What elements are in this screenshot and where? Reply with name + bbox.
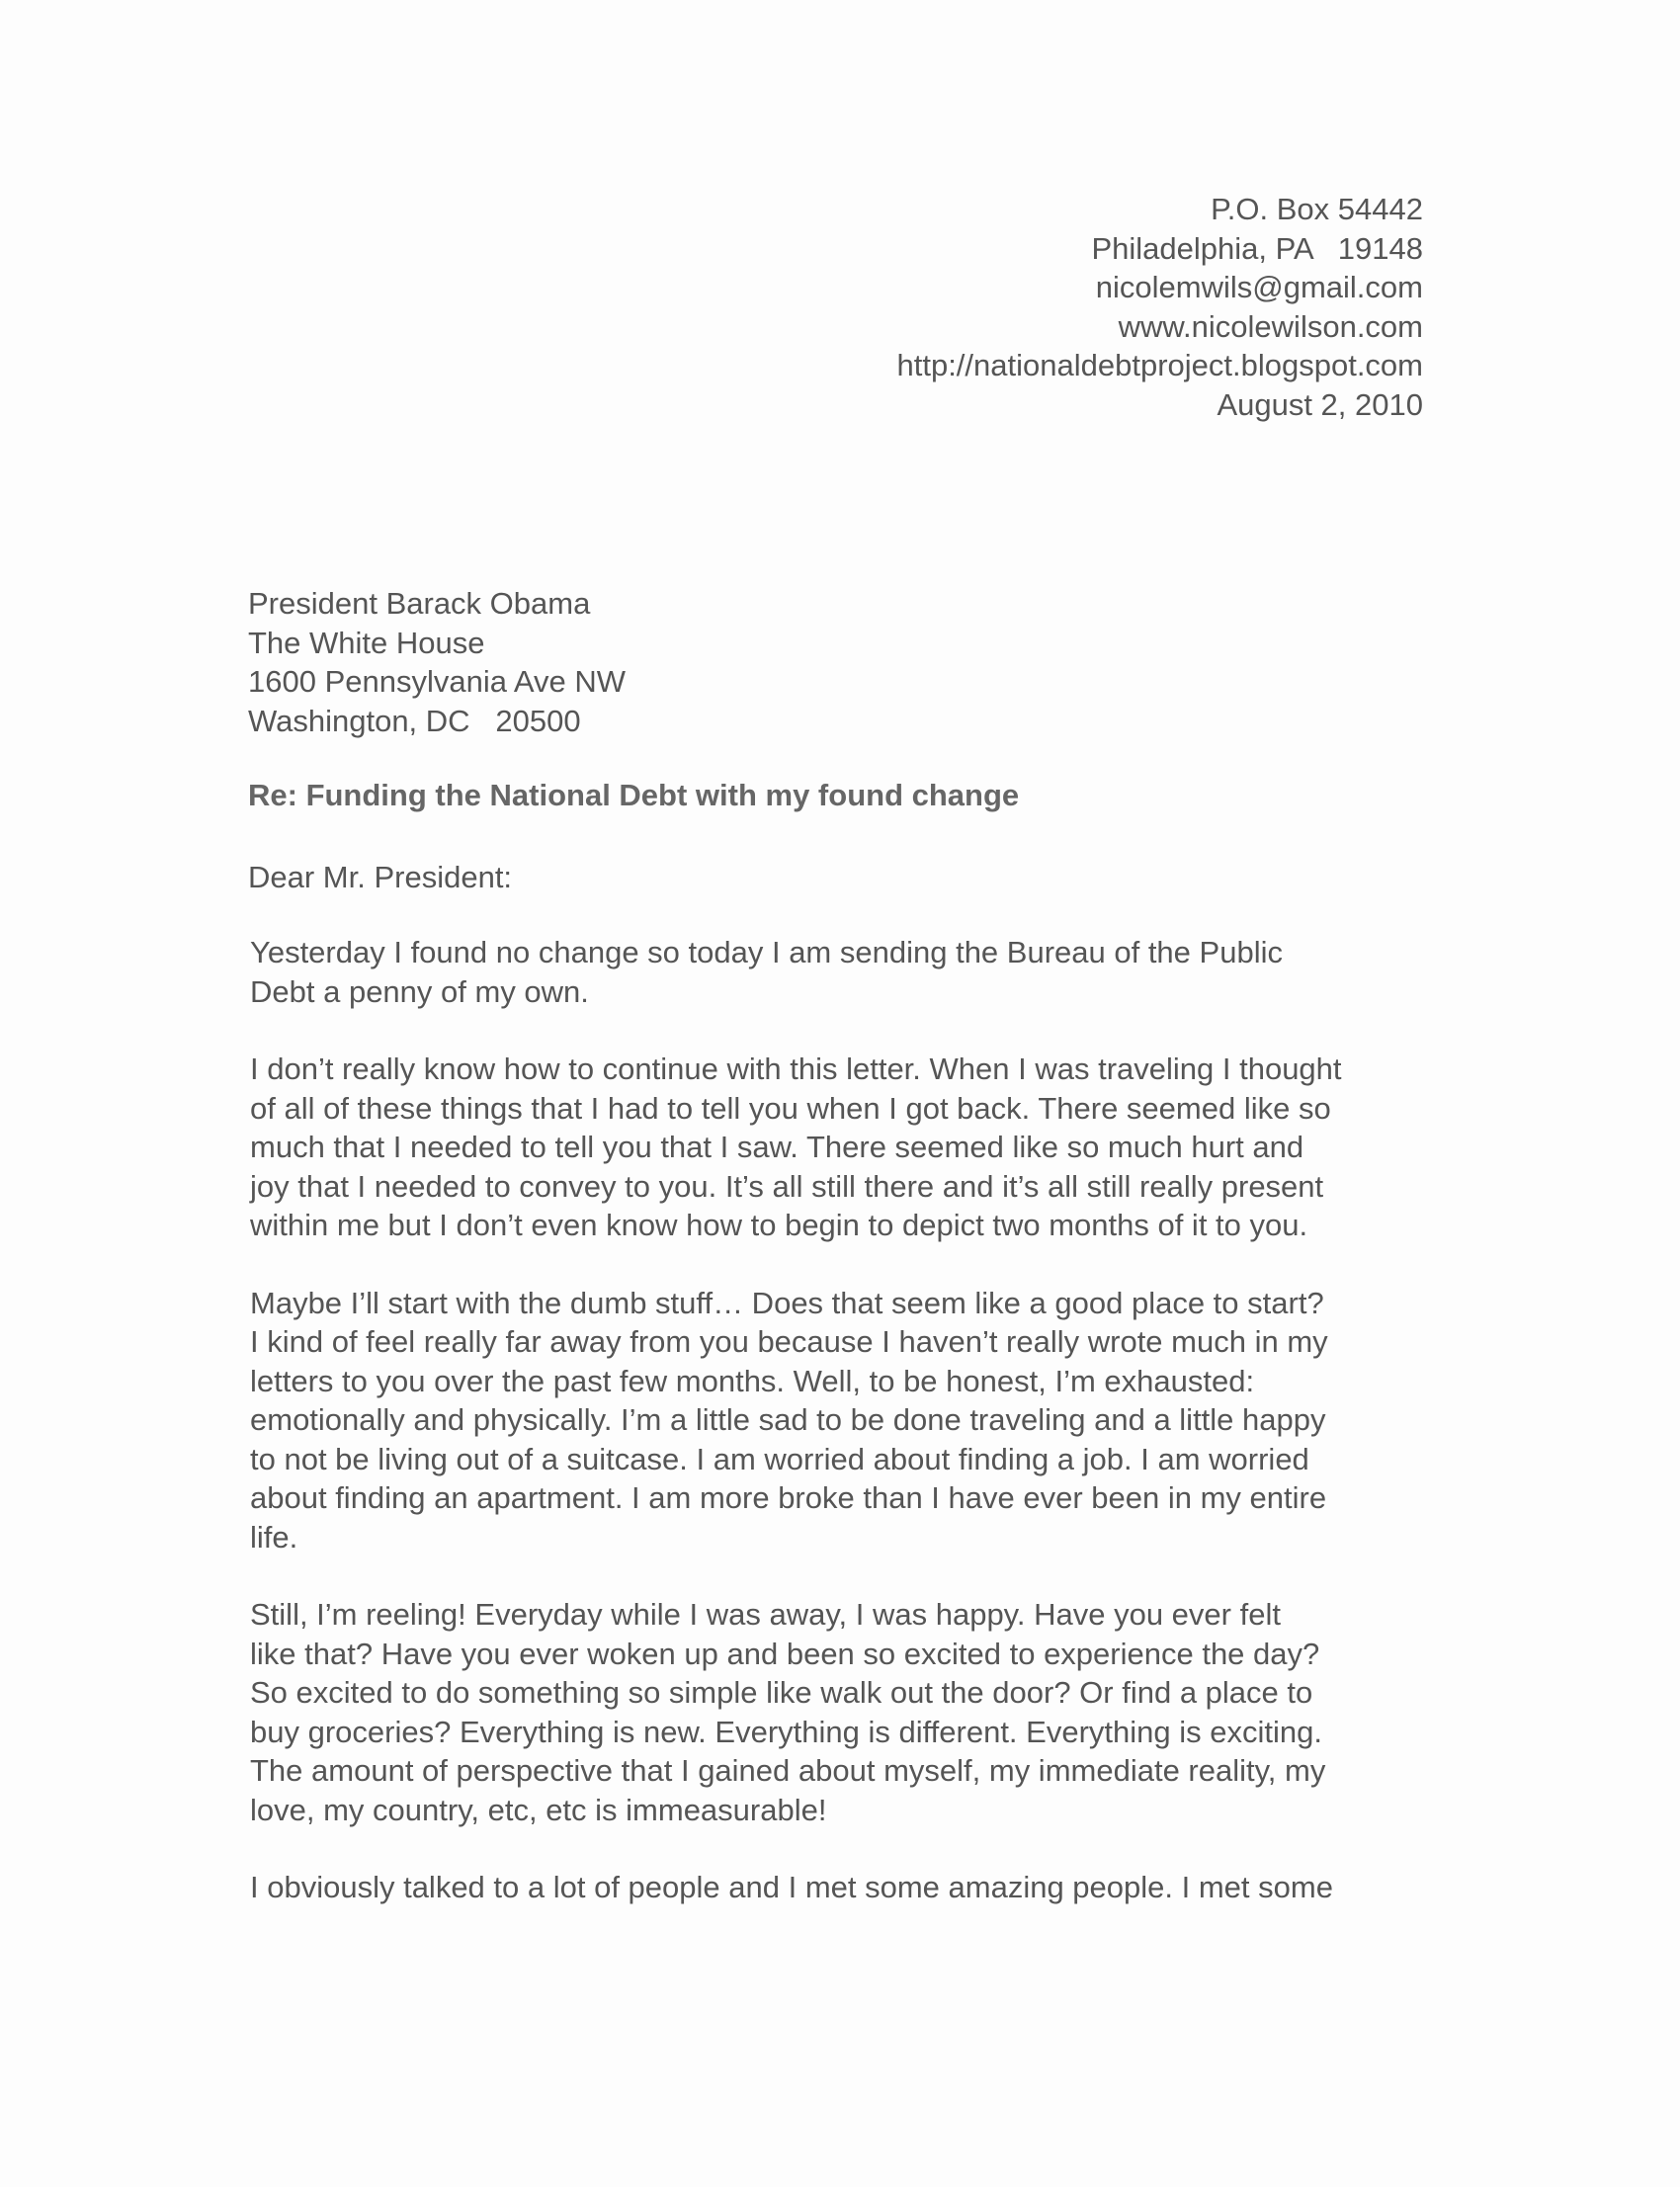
body-line: much that I needed to tell you that I saw. There seemed like so much hurt and [250, 1130, 1304, 1164]
body-paragraph [250, 1284, 1436, 1557]
body-line: emotionally and physically. I’m a little sad to be done traveling and a little happy [250, 1402, 1326, 1437]
subject-line: Re: Funding the National Debt with my found change [248, 778, 1020, 812]
body-line: life. [250, 1519, 298, 1555]
recipient-address-block [248, 584, 626, 740]
body-line: buy groceries? Everything is new. Everything is different. Everything is exciting. [250, 1714, 1322, 1749]
body-line: love, my country, etc, etc is immeasurable! [250, 1792, 827, 1827]
body-line: I obviously talked to a lot of people and I met some amazing people. I met some [250, 1870, 1333, 1904]
body-line: Maybe I’ll start with the dumb stuff… Does that seem like a good place to start? [250, 1285, 1324, 1320]
body-line: about finding an apartment. I am more broke than I have ever been in my entire [250, 1480, 1327, 1515]
letter-date: August 2, 2010 [1217, 386, 1423, 422]
body-line: Yesterday I found no change so today I am sending the Bureau of the Public [250, 935, 1283, 969]
body-paragraph [250, 1868, 1436, 1907]
body-line: The amount of perspective that I gained about myself, my immediate reality, my [250, 1753, 1326, 1788]
body-line: Still, I’m reeling! Everyday while I was away, I was happy. Have you ever felt [250, 1597, 1281, 1632]
body-line: like that? Have you ever woken up and been so excited to experience the day? [250, 1636, 1320, 1671]
body-line: So excited to do something so simple like walk out the door? Or find a place to [250, 1675, 1313, 1710]
letter-body [250, 933, 1436, 1946]
body-paragraph [250, 1595, 1436, 1829]
body-line: within me but I don’t even know how to begin to depict two months of it to you. [250, 1208, 1308, 1242]
sender-city-state-zip: Philadelphia, PA 19148 [1091, 230, 1423, 266]
sender-blog: http://nationaldebtproject.blogspot.com [896, 348, 1423, 382]
body-line: joy that I needed to convey to you. It’s all still there and it’s all still really present [250, 1168, 1324, 1204]
sender-po-box: P.O. Box 54442 [1211, 192, 1423, 226]
sender-address-block [896, 190, 1423, 424]
body-paragraph [250, 1050, 1436, 1245]
body-line: I don’t really know how to continue with this letter. When I was traveling I thought [250, 1051, 1342, 1086]
recipient-street: 1600 Pennsylvania Ave NW [248, 664, 626, 699]
sender-email: nicolemwils@gmail.com [1095, 270, 1423, 304]
body-line: of all of these things that I had to tell you when I got back. There seemed like so [250, 1090, 1331, 1126]
body-line: letters to you over the past few months. Well, to be honest, I’m exhausted: [250, 1363, 1255, 1398]
sender-website: www.nicolewilson.com [1118, 308, 1423, 344]
salutation: Dear Mr. President: [248, 860, 513, 894]
recipient-name: President Barack Obama [248, 586, 591, 621]
body-line: Debt a penny of my own. [250, 973, 589, 1009]
body-line: I kind of feel really far away from you because I haven’t really wrote much in my [250, 1324, 1328, 1359]
recipient-city-state-zip: Washington, DC 20500 [248, 703, 581, 738]
body-paragraph [250, 933, 1436, 1011]
body-line: to not be living out of a suitcase. I am worried about finding a job. I am worried [250, 1441, 1309, 1476]
recipient-org: The White House [248, 625, 485, 660]
